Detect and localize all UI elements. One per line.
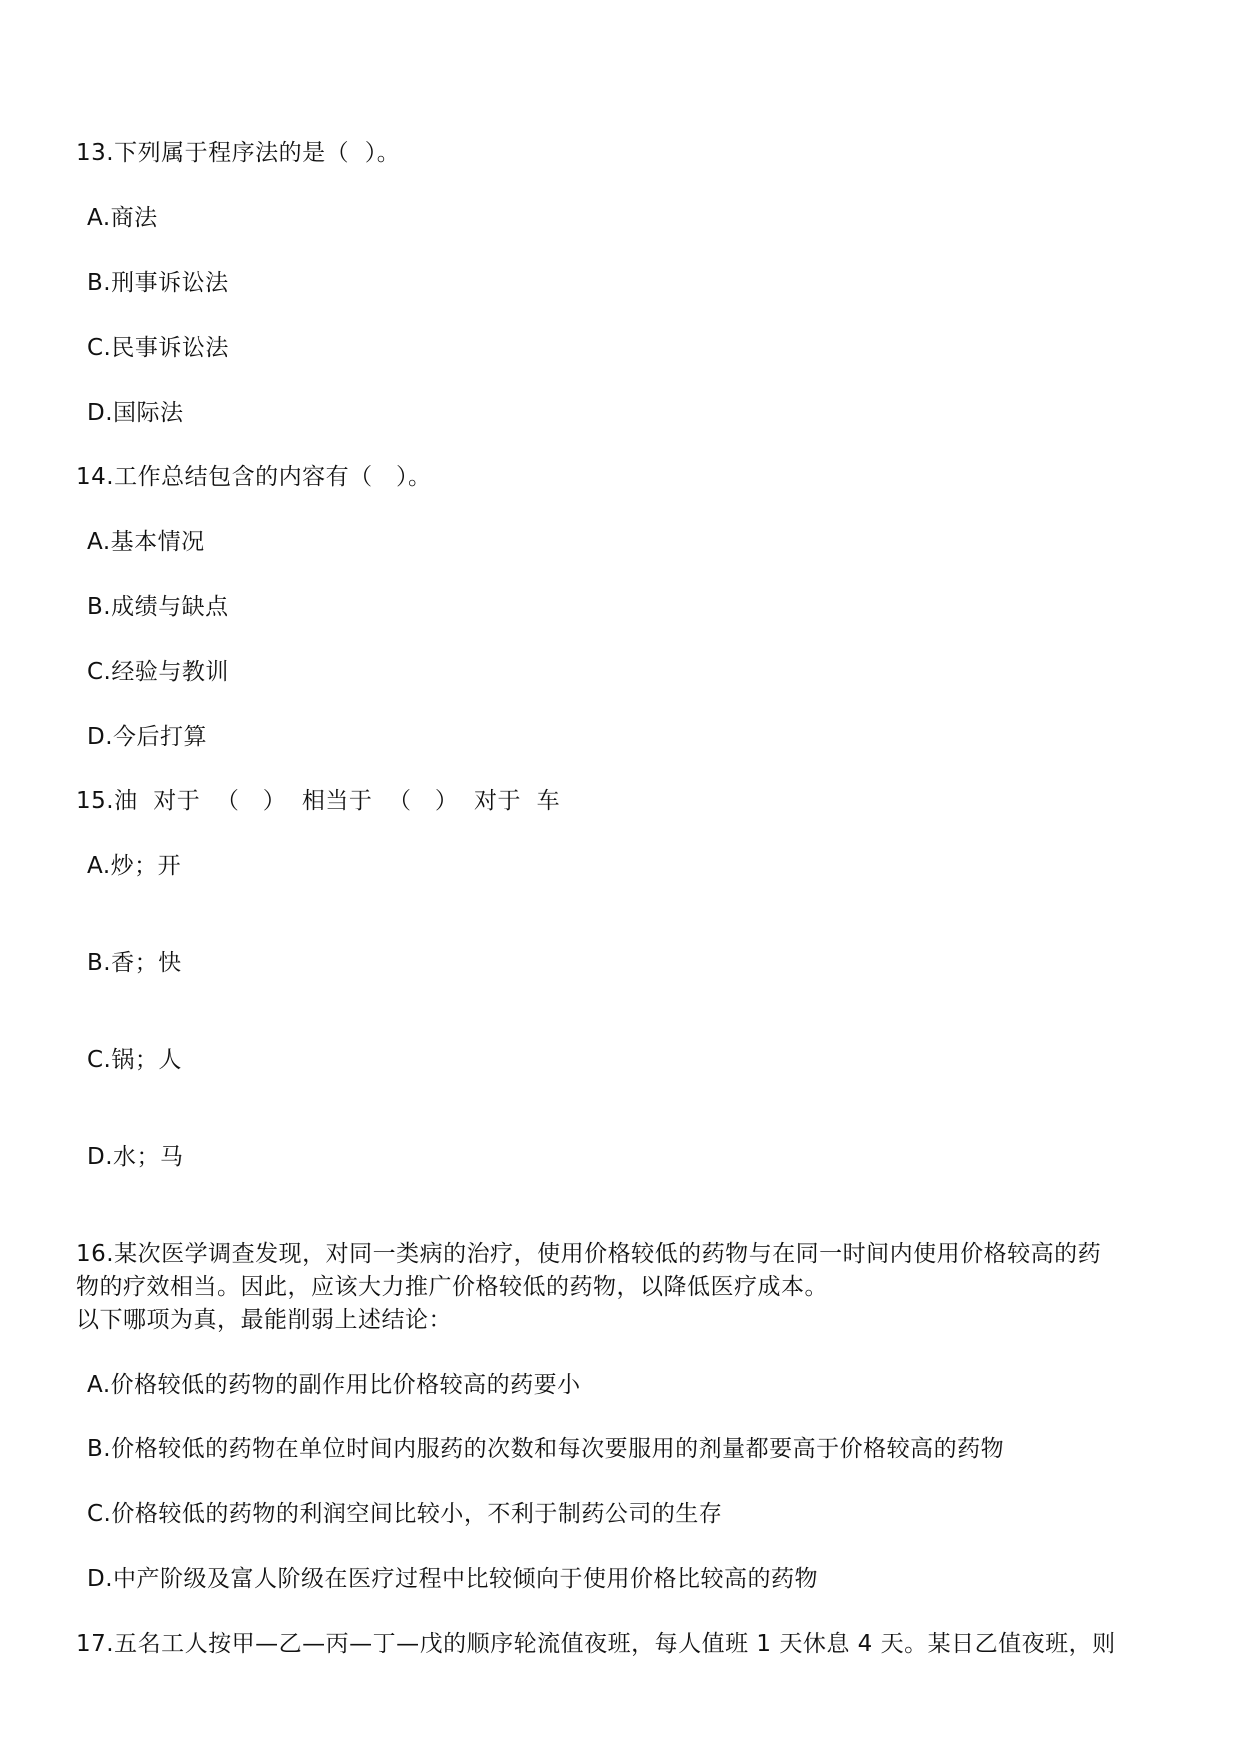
question-14-option-a: A.基本情况 [87,529,205,555]
question-14-option-c: C.经验与教训 [87,659,229,685]
question-16-option-d: D.中产阶级及富人阶级在医疗过程中比较倾向于使用价格比较高的药物 [87,1566,819,1592]
question-13-option-d: D.国际法 [87,400,184,426]
question-15-stem: 15.油 对于 （ ） 相当于 （ ） 对于 车 [76,788,561,814]
question-14-option-d: D.今后打算 [87,724,208,750]
question-16-stem-line-3: 以下哪项为真，最能削弱上述结论： [76,1307,452,1333]
question-16-stem-line-1: 16.某次医学调查发现，对同一类病的治疗，使用价格较低的药物与在同一时间内使用价格较高的药 [76,1241,1102,1267]
question-15-option-a: A.炒；开 [87,853,182,879]
question-13-option-a: A.商法 [87,205,158,231]
question-16-option-a: A.价格较低的药物的副作用比价格较高的药要小 [87,1372,581,1398]
question-14-option-b: B.成绩与缺点 [87,594,229,620]
question-17-stem: 17.五名工人按甲—乙—丙—丁—戊的顺序轮流值夜班，每人值班 1 天休息 4 天。某日乙值夜班，则 [76,1631,1116,1657]
question-16-option-b: B.价格较低的药物在单位时间内服药的次数和每次要服用的剂量都要高于价格较高的药物 [87,1436,1005,1462]
question-14-stem: 14.工作总结包含的内容有（ ）。 [76,464,432,490]
question-15-option-d: D.水；马 [87,1144,184,1170]
question-15-option-c: C.锅；人 [87,1047,182,1073]
question-13-option-b: B.刑事诉讼法 [87,270,229,296]
question-16-stem-line-2: 物的疗效相当。因此，应该大力推广价格较低的药物，以降低医疗成本。 [76,1274,828,1300]
question-15-option-b: B.香；快 [87,950,182,976]
question-16-option-c: C.价格较低的药物的利润空间比较小，不利于制药公司的生存 [87,1501,723,1527]
question-13-option-c: C.民事诉讼法 [87,335,229,361]
question-13-stem: 13.下列属于程序法的是（ ）。 [76,140,401,166]
